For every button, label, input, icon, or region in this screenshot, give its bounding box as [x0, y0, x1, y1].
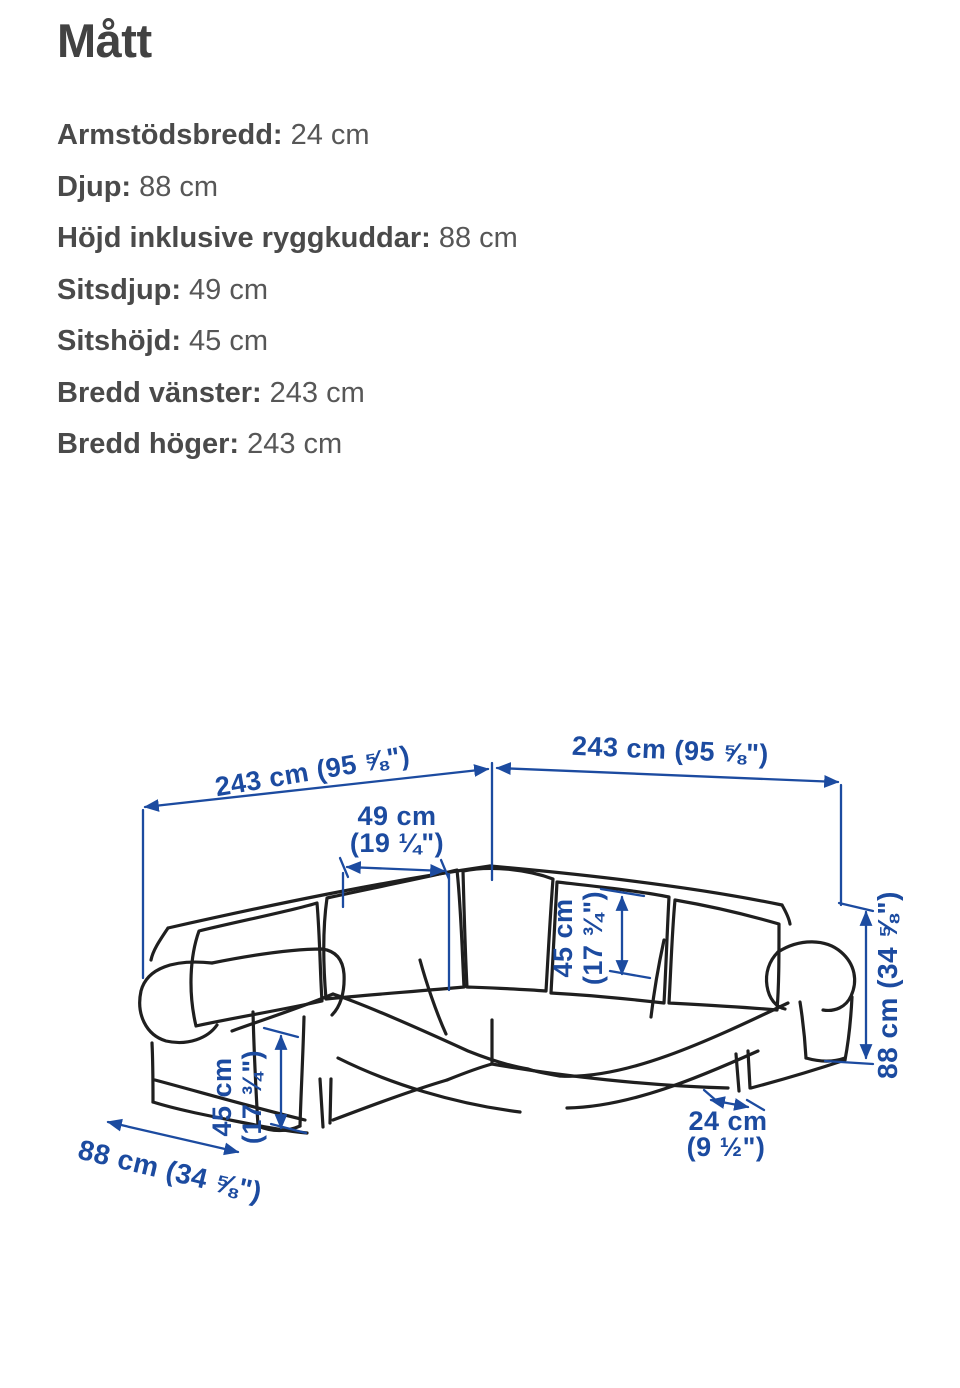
witness-tick [839, 903, 873, 911]
seat-front-edge-left [333, 994, 528, 1069]
left-arm-front-right [300, 1017, 304, 1126]
spec-value: 24 cm [290, 119, 370, 152]
dim-armrest-width-line1: 24 cm [688, 1106, 768, 1136]
dim-total-height-label: 88 cm (34 ⅝") [872, 891, 903, 1079]
measurement-list [57, 110, 903, 471]
back-cushion [669, 900, 779, 1010]
dim-seat-height-front [207, 1028, 306, 1144]
spec-label: Djup: [57, 170, 132, 203]
spec-row-depth [57, 162, 903, 214]
sofa-back-post-left [151, 928, 168, 960]
spec-value: 88 cm [139, 170, 219, 203]
spec-row-width-left [57, 368, 903, 420]
spec-label: Höjd inklusive ryggkuddar: [57, 222, 431, 255]
spec-label: Sitshöjd: [57, 325, 182, 358]
spec-row-seat-depth [57, 265, 903, 317]
dim-seat-depth-label-line2: (19 ¼") [349, 828, 445, 858]
seat-divider-left [420, 960, 446, 1034]
back-cushion-corner [463, 868, 553, 991]
dim-total-height [825, 891, 903, 1079]
dimension-diagram [0, 660, 960, 1288]
spec-label: Armstödsbredd: [57, 119, 283, 152]
sofa-dimension-drawing [0, 660, 960, 1288]
spec-value: 45 cm [189, 325, 269, 358]
dim-seat-height-center-line1: 45 cm [548, 898, 578, 978]
witness-tick [441, 860, 449, 879]
spec-label: Bredd höger: [57, 428, 240, 461]
skirt-pleat-left [330, 1079, 331, 1123]
skirt-left-edge [152, 1043, 153, 1102]
dim-line [497, 768, 838, 782]
right-arm-roll [778, 942, 855, 1011]
dim-armrest-width-line2: (9 ½") [686, 1132, 766, 1162]
skirt-floor-center-left [333, 1080, 447, 1120]
sofa-back-post-right [782, 905, 790, 924]
dim-width-right-label: 243 cm (95 ⅝") [571, 730, 770, 770]
skirt-floor-right [751, 1060, 845, 1088]
page-title: Mått [57, 14, 152, 67]
dim-seat-height-front-line1: 45 cm [207, 1057, 237, 1137]
spec-row-seat-height [57, 316, 903, 368]
spec-value: 243 cm [247, 428, 343, 461]
seat-divider-right [651, 940, 664, 1017]
spec-value: 243 cm [269, 376, 365, 409]
right-arm-inner [766, 952, 785, 1009]
skirt-floor-corner [447, 1064, 492, 1080]
seat-top-edge-left [232, 994, 333, 1031]
skirt-right-edge [845, 997, 852, 1060]
dim-seat-depth-label-line1: 49 cm [357, 801, 437, 831]
spec-label: Sitsdjup: [57, 273, 182, 306]
dim-line [347, 867, 444, 871]
spec-row-width-right [57, 419, 903, 471]
witness-tick [610, 971, 650, 978]
left-arm-cap [140, 962, 217, 1042]
spec-row-height-incl-cushions [57, 213, 903, 265]
spec-value: 49 cm [189, 273, 269, 306]
right-arm-front-left [800, 1002, 806, 1058]
dim-width-left-label: 243 cm (95 ⅝") [212, 740, 413, 803]
seat-front-edge-right [560, 1003, 788, 1076]
dim-armrest-width [687, 1090, 768, 1162]
measurements-content [0, 0, 960, 471]
dim-depth-label: 88 cm (34 ⅝") [75, 1133, 266, 1208]
skirt-pleat-left [320, 1079, 323, 1127]
skirt-pleat-right [748, 1051, 750, 1088]
dim-seat-height-center-line2: (17 ¾") [578, 890, 608, 986]
spec-label: Bredd vänster: [57, 376, 262, 409]
dim-seat-height-front-line2: (17 ¾") [237, 1049, 267, 1145]
dim-seat-height-center [548, 889, 650, 985]
spec-row-armrest-width [57, 110, 903, 162]
spec-value: 88 cm [438, 222, 518, 255]
dim-seat-depth [340, 801, 449, 990]
